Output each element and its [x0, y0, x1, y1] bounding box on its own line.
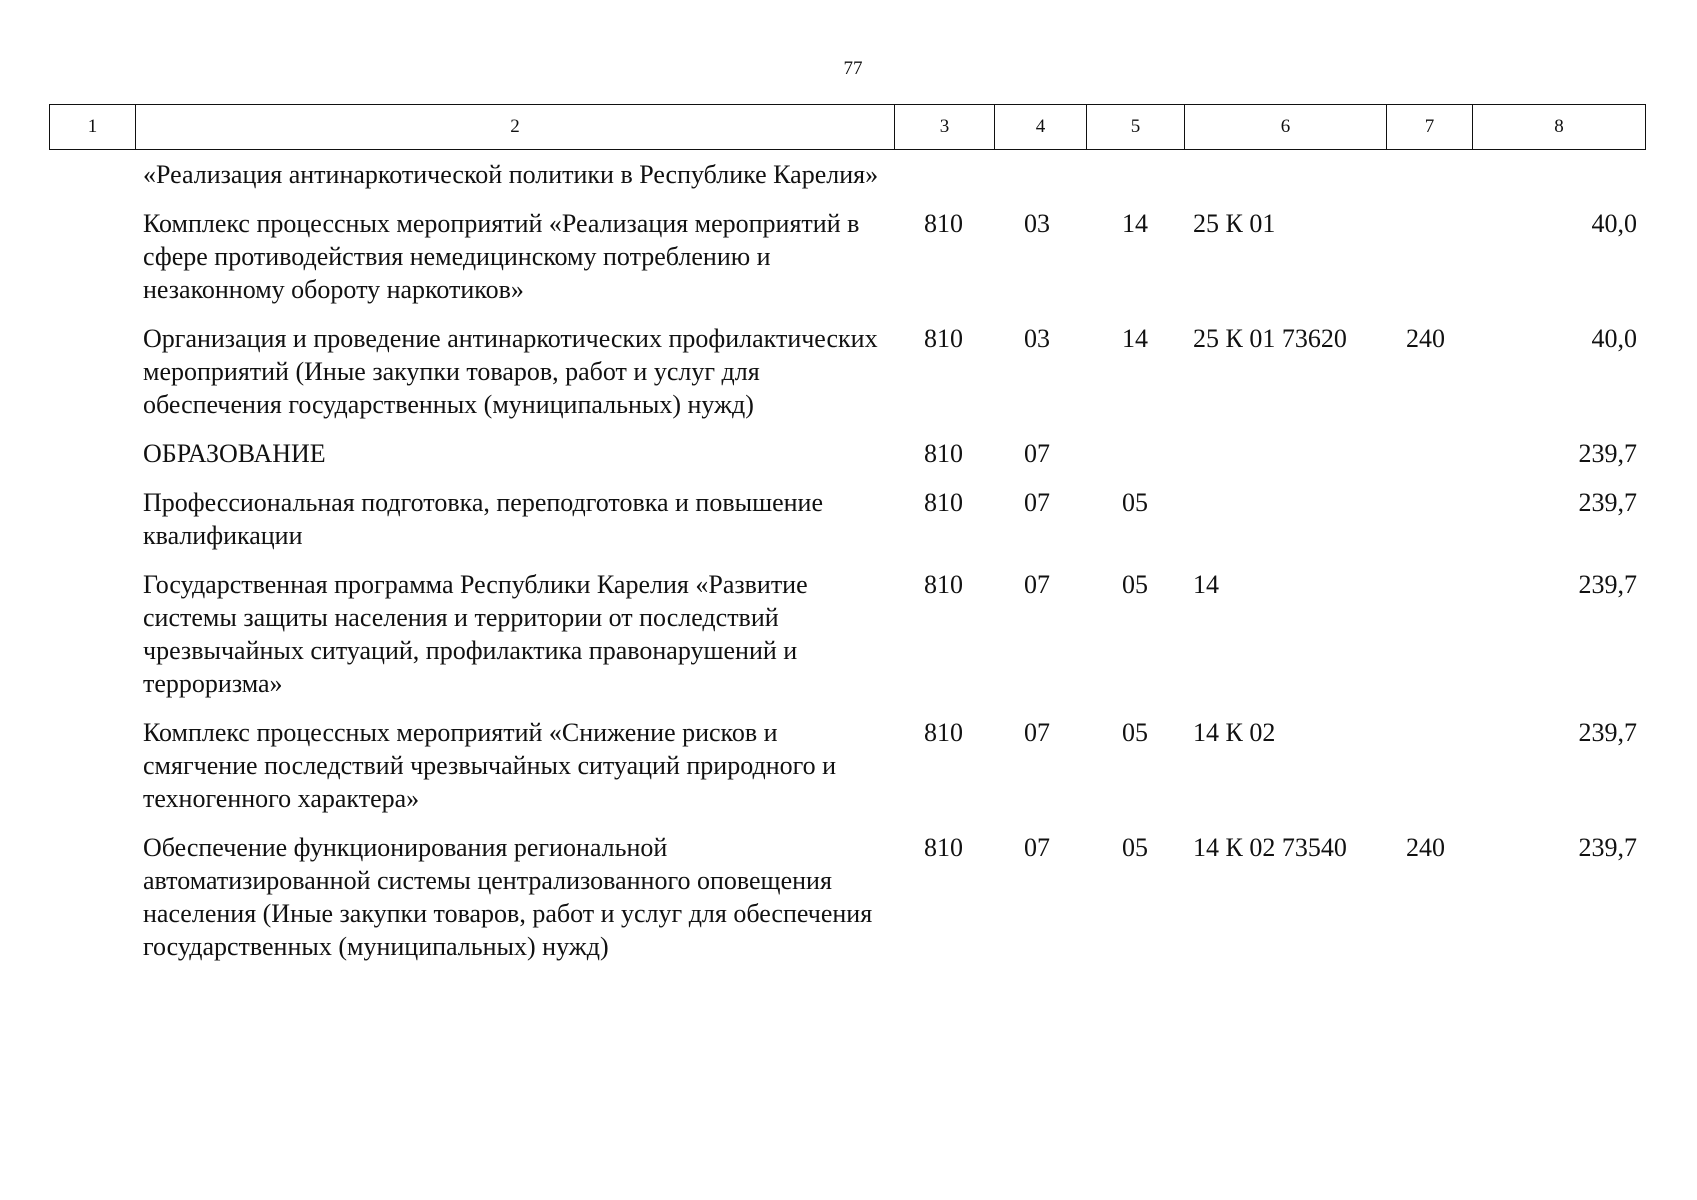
header-col-2: 2 [136, 105, 895, 150]
cell-col-1 [49, 207, 135, 306]
amount: 239,7 [1578, 570, 1637, 599]
expense-type-code: 240 [1406, 833, 1445, 862]
expense-type-code [1386, 207, 1472, 306]
item-name: Комплекс процессных мероприятий «Снижение рисков и смягчение последствий чрезвычайных ситуаций природного и техногенного характера» [143, 718, 837, 813]
target-item-code: 25 К 01 [1193, 209, 1276, 238]
amount: 239,7 [1578, 833, 1637, 862]
expense-type-code [1386, 716, 1472, 815]
amount: 239,7 [1578, 488, 1637, 517]
section-code: 07 [1024, 488, 1050, 517]
expense-type-code [1386, 158, 1472, 191]
header-col-8: 8 [1473, 105, 1646, 150]
header-col-6: 6 [1185, 105, 1387, 150]
subsection-code: 05 [1122, 488, 1148, 517]
item-name: Обеспечение функционирования региональной автоматизированной системы централизованного оповещения населения (Иные закупки товаров, работ и услуг для обеспечения государственных (муниципальных) нужд) [143, 833, 873, 961]
table-row [49, 568, 1645, 700]
ministry-code: 810 [924, 488, 963, 517]
target-item-code: 14 [1193, 570, 1219, 599]
cell-col-1 [49, 322, 135, 421]
ministry-code [894, 158, 994, 191]
amount: 40,0 [1591, 209, 1637, 238]
table-row [49, 158, 1645, 191]
ministry-code: 810 [924, 324, 963, 353]
item-name: «Реализация антинаркотической политики в Республике Карелия» [143, 160, 879, 189]
ministry-code: 810 [924, 718, 963, 747]
ministry-code: 810 [924, 570, 963, 599]
cell-col-1 [49, 568, 135, 700]
cell-col-1 [49, 486, 135, 552]
target-item-code [1184, 486, 1386, 552]
expense-type-code: 240 [1406, 324, 1445, 353]
header-col-4: 4 [995, 105, 1087, 150]
subsection-code: 05 [1122, 833, 1148, 862]
table-row [49, 486, 1645, 552]
subsection-code: 14 [1122, 209, 1148, 238]
cell-col-1 [49, 831, 135, 963]
table-row [49, 207, 1645, 306]
amount: 239,7 [1578, 439, 1637, 468]
amount: 239,7 [1578, 718, 1637, 747]
target-item-code [1184, 158, 1386, 191]
column-number-header [49, 104, 1646, 150]
item-name: Комплекс процессных мероприятий «Реализация мероприятий в сфере противодействия немедицинскому потреблению и незаконному обороту наркотиков» [143, 209, 860, 304]
section-code [994, 158, 1086, 191]
item-name: Организация и проведение антинаркотических профилактических мероприятий (Иные закупки товаров, работ и услуг для обеспечения государственных (муниципальных) нужд) [143, 324, 878, 419]
header-col-5: 5 [1087, 105, 1185, 150]
page-number: 77 [843, 58, 863, 79]
item-name: Профессиональная подготовка, переподготовка и повышение квалификации [143, 488, 824, 550]
section-code: 03 [1024, 209, 1050, 238]
cell-col-1 [49, 437, 135, 470]
subsection-code: 05 [1122, 570, 1148, 599]
section-code: 07 [1024, 570, 1050, 599]
target-item-code: 14 К 02 73540 [1193, 833, 1347, 862]
cell-col-1 [49, 716, 135, 815]
header-col-1: 1 [50, 105, 136, 150]
section-code: 07 [1024, 439, 1050, 468]
budget-table-body [49, 158, 1645, 963]
ministry-code: 810 [924, 209, 963, 238]
table-row [49, 322, 1645, 421]
expense-type-code [1386, 437, 1472, 470]
table-row [49, 716, 1645, 815]
target-item-code: 25 К 01 73620 [1193, 324, 1347, 353]
section-code: 07 [1024, 718, 1050, 747]
table-row [49, 831, 1645, 963]
table-row [49, 437, 1645, 470]
item-name: Государственная программа Республики Карелия «Развитие системы защиты населения и территории от последствий чрезвычайных ситуаций, профилактика правонарушений и терроризма» [143, 570, 808, 698]
target-item-code: 14 К 02 [1193, 718, 1276, 747]
cell-col-1 [49, 158, 135, 191]
subsection-code: 14 [1122, 324, 1148, 353]
subsection-code [1086, 437, 1184, 470]
ministry-code: 810 [924, 439, 963, 468]
subsection-code [1086, 158, 1184, 191]
subsection-code: 05 [1122, 718, 1148, 747]
header-col-3: 3 [895, 105, 995, 150]
expense-type-code [1386, 486, 1472, 552]
item-name: ОБРАЗОВАНИЕ [143, 439, 326, 468]
amount [1472, 158, 1645, 191]
header-col-7: 7 [1387, 105, 1473, 150]
section-code: 03 [1024, 324, 1050, 353]
target-item-code [1184, 437, 1386, 470]
ministry-code: 810 [924, 833, 963, 862]
expense-type-code [1386, 568, 1472, 700]
section-code: 07 [1024, 833, 1050, 862]
amount: 40,0 [1591, 324, 1637, 353]
